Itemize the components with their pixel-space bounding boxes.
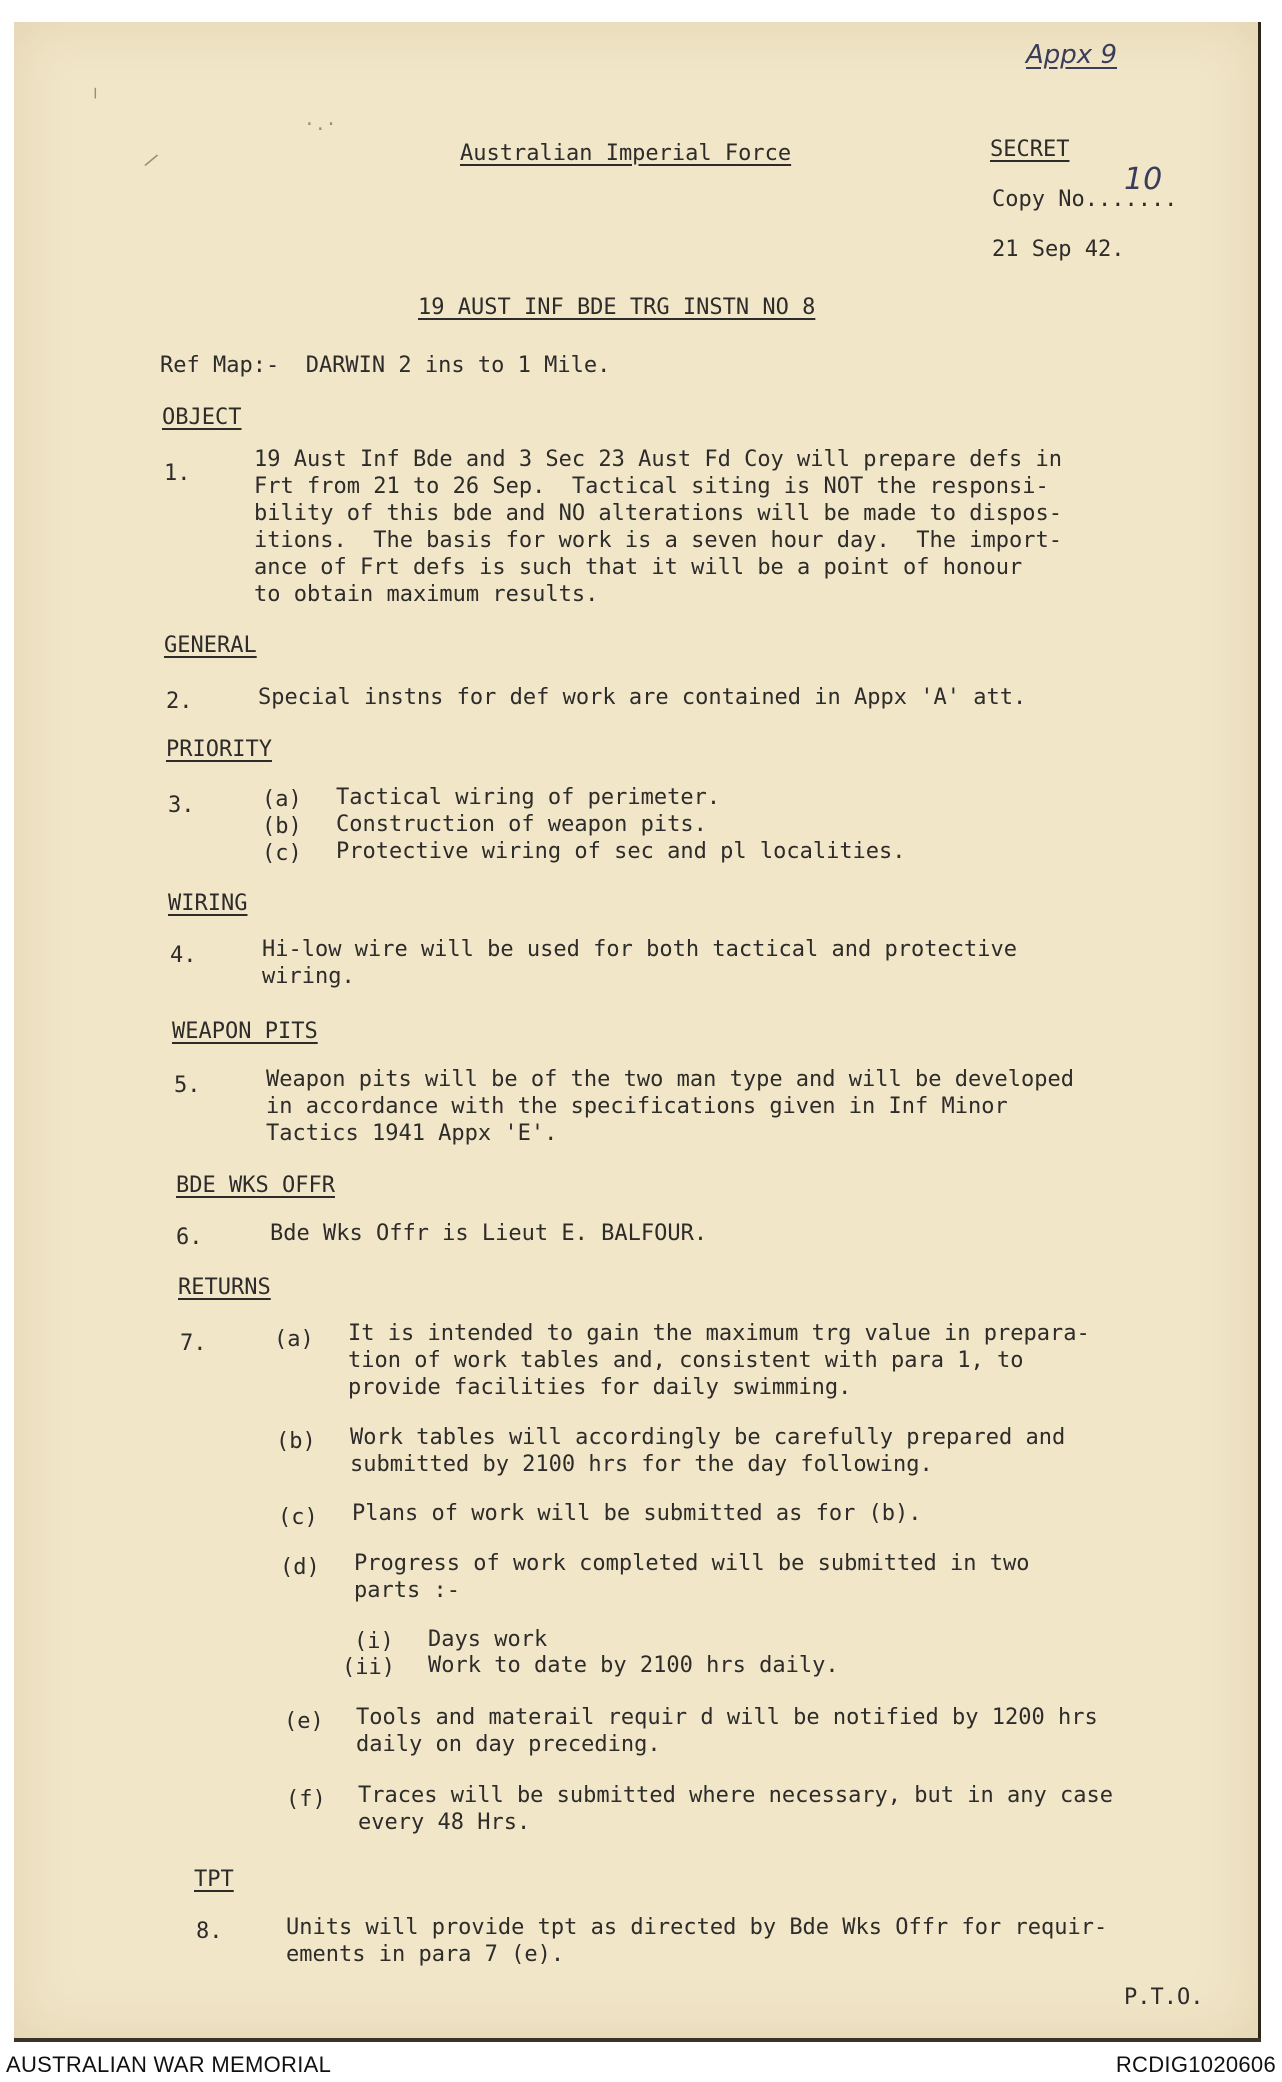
item-label: (b) [262, 814, 302, 839]
item-text: daily on day preceding. [356, 1732, 661, 1757]
paper-mark: / [142, 148, 161, 173]
para-line: wiring. [262, 964, 355, 989]
archive-reference: RCDIG1020606 [1115, 2052, 1276, 2077]
organisation-title: Australian Imperial Force [460, 141, 792, 166]
para-line: itions. The basis for work is a seven hour day. The import- [254, 528, 1062, 553]
item-label: (b) [276, 1429, 316, 1454]
section-heading-tpt: TPT [194, 1867, 234, 1892]
appendix-annotation: Appx 9 [1026, 40, 1117, 70]
archive-credit: AUSTRALIAN WAR MEMORIAL [6, 2052, 332, 2077]
copy-number-label: Copy No....... [992, 187, 1178, 212]
classification: SECRET [990, 137, 1070, 162]
item-text: Tools and materail requir d will be notified by 1200 hrs [356, 1705, 1098, 1730]
item-text: submitted by 2100 hrs for the day following. [350, 1452, 933, 1477]
item-label: (d) [280, 1555, 320, 1580]
para-line: Frt from 21 to 26 Sep. Tactical siting is NOT the responsi- [254, 474, 1049, 499]
para-line: ance of Frt defs is such that it will be a point of honour [254, 555, 1023, 580]
item-label: (a) [262, 787, 302, 812]
item-text: It is intended to gain the maximum trg value in prepara- [348, 1321, 1090, 1346]
para-line: 19 Aust Inf Bde and 3 Sec 23 Aust Fd Coy will prepare defs in [254, 447, 1062, 472]
item-text: tion of work tables and, consistent with para 1, to [348, 1348, 1024, 1373]
para-line: Bde Wks Offr is Lieut E. BALFOUR. [270, 1221, 708, 1246]
copy-number-handwritten: 10 [1124, 162, 1163, 197]
item-text: Work tables will accordingly be carefully prepared and [350, 1425, 1066, 1450]
item-text: Plans of work will be submitted as for (b). [352, 1501, 922, 1526]
section-heading-object: OBJECT [162, 405, 242, 430]
para-number: 6. [176, 1225, 203, 1250]
subitem-text: Days work [428, 1627, 548, 1652]
please-turn-over: P.T.O. [1124, 1985, 1204, 2010]
page-edge [14, 2038, 1261, 2042]
para-line: bility of this bde and NO alterations will be made to dispos- [254, 501, 1062, 526]
subitem-text: Work to date by 2100 hrs daily. [428, 1653, 839, 1678]
section-heading-bde-wks-offr: BDE WKS OFFR [176, 1173, 335, 1198]
section-heading-wiring: WIRING [168, 891, 248, 916]
item-label: (c) [278, 1505, 318, 1530]
document-date: 21 Sep 42. [992, 237, 1125, 262]
item-text: Construction of weapon pits. [336, 812, 707, 837]
paper-mark: ·.· [304, 114, 337, 135]
para-line: in accordance with the specifications given in Inf Minor [266, 1094, 1008, 1119]
paper-mark: ╷ [90, 78, 101, 99]
para-number: 2. [166, 689, 193, 714]
para-line: Weapon pits will be of the two man type and will be developed [266, 1067, 1074, 1092]
para-number: 3. [168, 793, 195, 818]
document-page [14, 22, 1261, 2038]
section-heading-priority: PRIORITY [166, 737, 272, 762]
para-number: 8. [196, 1919, 223, 1944]
item-text: provide facilities for daily swimming. [348, 1375, 852, 1400]
item-text: Protective wiring of sec and pl localities. [336, 839, 906, 864]
para-line: Hi-low wire will be used for both tactical and protective [262, 937, 1017, 962]
document-title: 19 AUST INF BDE TRG INSTN NO 8 [418, 295, 816, 320]
para-line: Tactics 1941 Appx 'E'. [266, 1121, 558, 1146]
section-heading-returns: RETURNS [178, 1275, 271, 1300]
para-line: to obtain maximum results. [254, 582, 599, 607]
para-line: Units will provide tpt as directed by Bde Wks Offr for requir- [286, 1915, 1108, 1940]
item-text: Progress of work completed will be submitted in two [354, 1551, 1030, 1576]
para-number: 1. [164, 461, 191, 486]
section-heading-general: GENERAL [164, 633, 257, 658]
item-label: (c) [262, 841, 302, 866]
item-label: (e) [284, 1709, 324, 1734]
para-line: Special instns for def work are contained in Appx 'A' att. [258, 685, 1027, 710]
reference-map: Ref Map:- DARWIN 2 ins to 1 Mile. [160, 353, 611, 378]
para-number: 4. [170, 943, 197, 968]
item-text: every 48 Hrs. [358, 1810, 531, 1835]
para-number: 5. [174, 1073, 201, 1098]
subitem-label: (ii) [342, 1655, 395, 1680]
subitem-label: (i) [354, 1629, 394, 1654]
item-text: Tactical wiring of perimeter. [336, 785, 721, 810]
item-text: parts :- [354, 1578, 460, 1603]
section-heading-weapon-pits: WEAPON PITS [172, 1019, 318, 1044]
item-label: (a) [274, 1327, 314, 1352]
item-label: (f) [286, 1787, 326, 1812]
para-line: ements in para 7 (e). [286, 1942, 565, 1967]
item-text: Traces will be submitted where necessary, but in any case [358, 1783, 1113, 1808]
para-number: 7. [180, 1331, 207, 1356]
